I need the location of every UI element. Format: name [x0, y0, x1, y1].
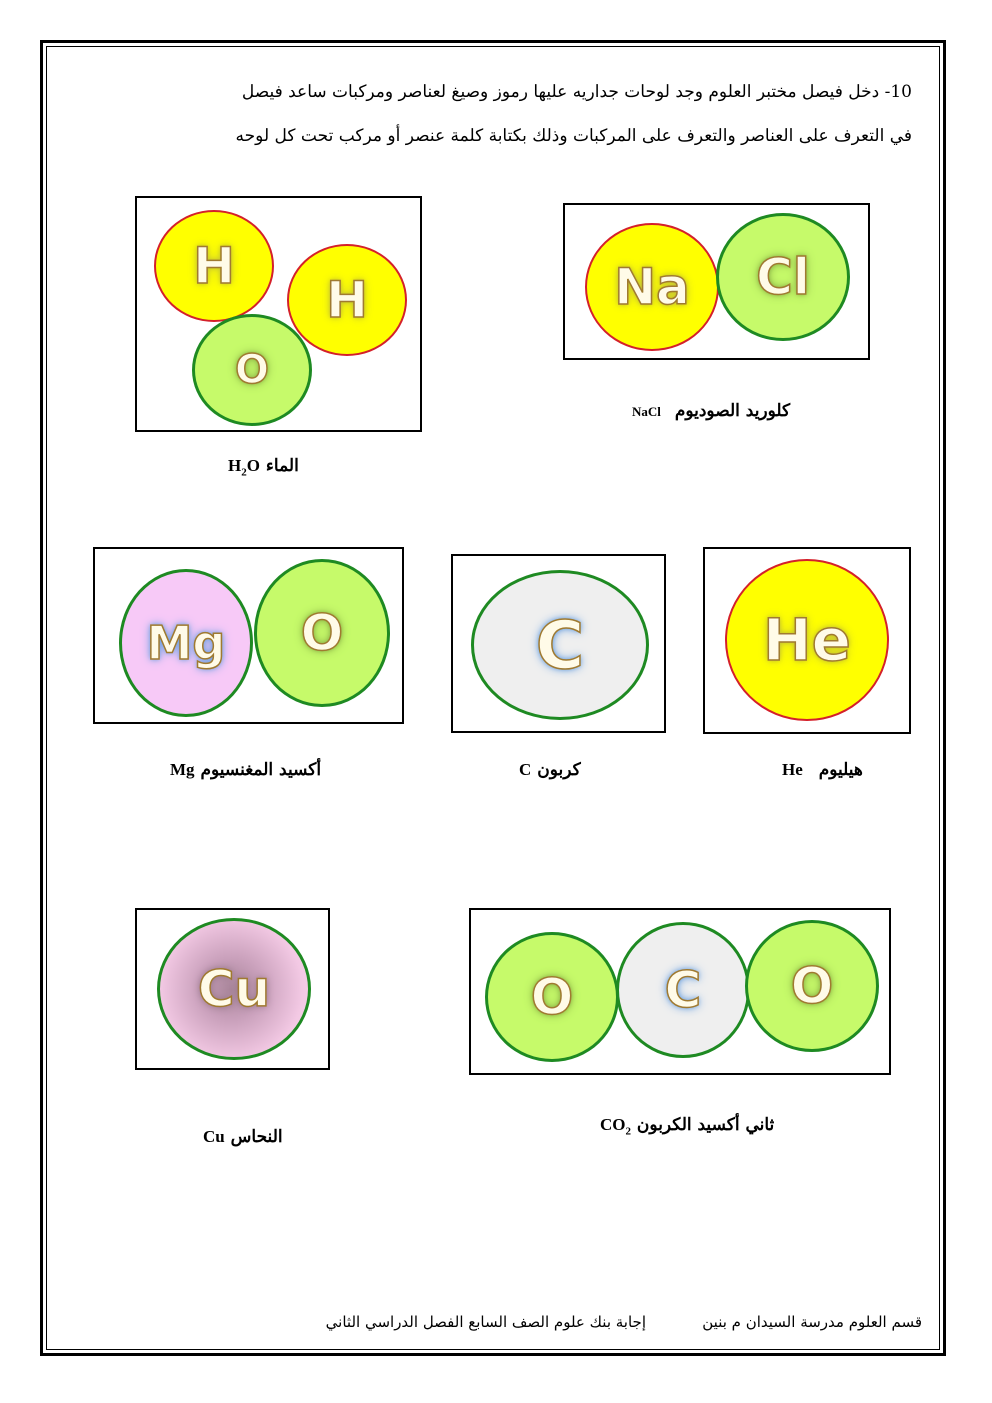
atom-h-2: H [287, 244, 407, 356]
caption-helium-name: هيليوم [818, 760, 863, 780]
caption-helium [782, 760, 863, 780]
caption-water [228, 456, 299, 478]
atom-o-right: O [745, 920, 879, 1052]
panel-helium [703, 547, 911, 734]
atom-h-1: H [154, 210, 274, 322]
caption-nacl [632, 401, 790, 421]
caption-helium-formula: He [782, 760, 803, 779]
caption-nacl-formula: NaCl [632, 404, 661, 419]
caption-mgo-formula: Mg [170, 760, 195, 779]
question-line-2: في التعرف على العناصر والتعرف على المركبات وذلك بكتابة كلمة عنصر أو مركب تحت كل لوحه [235, 126, 912, 146]
panel-mgo [93, 547, 404, 724]
caption-copper [203, 1127, 283, 1147]
atom-o: O [192, 314, 312, 426]
caption-co2-formula: $CO_2$ [600, 1115, 631, 1138]
caption-water-name: الماء [265, 456, 299, 476]
caption-copper-name: النحاس [230, 1127, 283, 1147]
caption-co2-name: ثاني أكسيد الكربون [636, 1115, 775, 1135]
caption-nacl-name: كلوريد الصوديوم [674, 401, 791, 421]
footer-title: إجابة بنك علوم الصف السابع الفصل الدراسي الثاني [325, 1313, 646, 1331]
caption-carbon-name: كربون [537, 760, 581, 780]
atom-he: He [725, 559, 889, 721]
atom-cl: Cl [716, 213, 850, 341]
atom-o: O [254, 559, 390, 707]
caption-water-formula: $H_2O$ [228, 456, 260, 479]
atom-na: Na [585, 223, 719, 351]
footer-school: قسم العلوم مدرسة السيدان م بنين [702, 1313, 922, 1331]
caption-carbon [519, 760, 581, 780]
question-line-1: 10- دخل فيصل مختبر العلوم وجد لوحات جداريه عليها رموز وصيغ لعناصر ومركبات ساعد فيصل [241, 82, 912, 102]
atom-c: C [471, 570, 649, 720]
panel-water [135, 196, 422, 432]
panel-copper [135, 908, 330, 1070]
caption-mgo [170, 760, 321, 780]
caption-co2 [600, 1115, 774, 1137]
caption-mgo-name: أكسيد المغنسيوم [200, 760, 322, 780]
atom-o-left: O [485, 932, 619, 1062]
atom-c: C [616, 922, 750, 1058]
atom-mg: Mg [119, 569, 253, 717]
atom-cu: Cu [157, 918, 311, 1060]
panel-co2 [469, 908, 891, 1075]
panel-carbon [451, 554, 666, 733]
panel-nacl [563, 203, 870, 360]
caption-carbon-formula: C [519, 760, 532, 779]
caption-copper-formula: Cu [203, 1127, 225, 1146]
